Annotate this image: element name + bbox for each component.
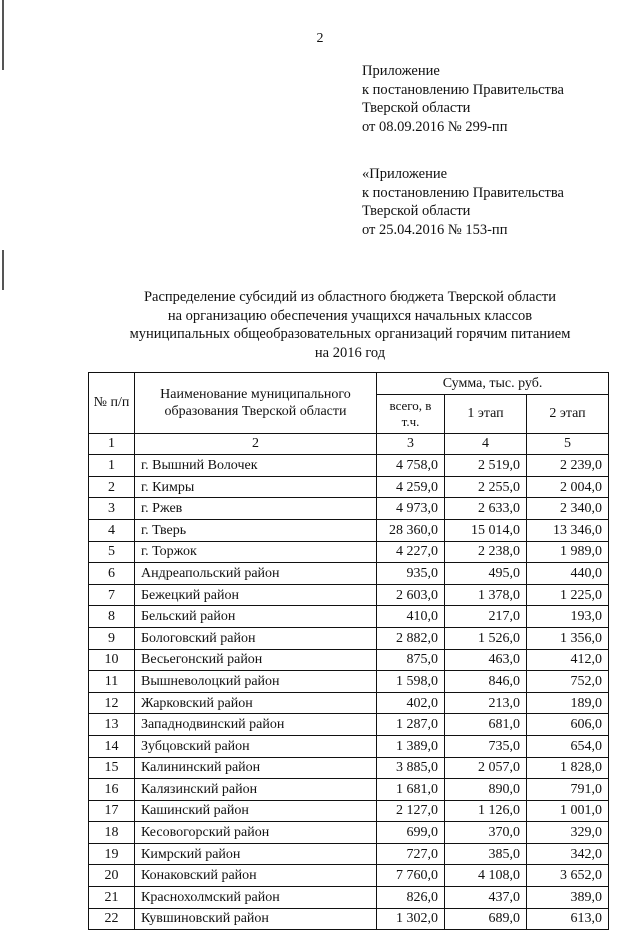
amount-stage1: 385,0 xyxy=(445,843,527,865)
approval-block-previous xyxy=(362,165,564,239)
amount-total: 826,0 xyxy=(377,887,445,909)
amount-stage1: 2 255,0 xyxy=(445,476,527,498)
amount-stage1: 2 238,0 xyxy=(445,541,527,563)
amount-stage2: 389,0 xyxy=(527,887,609,909)
header-num: № п/п xyxy=(89,373,135,434)
municipality-name: Бежецкий район xyxy=(135,584,377,606)
approval-block-current xyxy=(362,62,564,136)
row-number: 11 xyxy=(89,671,135,693)
amount-total: 2 882,0 xyxy=(377,627,445,649)
table-row xyxy=(89,779,609,801)
approval-line: «Приложение xyxy=(362,166,448,182)
row-number: 22 xyxy=(89,908,135,930)
municipality-name: Весьегонский район xyxy=(135,649,377,671)
row-number: 7 xyxy=(89,584,135,606)
amount-stage1: 15 014,0 xyxy=(445,519,527,541)
municipality-name: Кимрский район xyxy=(135,843,377,865)
amount-stage1: 495,0 xyxy=(445,563,527,585)
table-row xyxy=(89,498,609,520)
row-number: 19 xyxy=(89,843,135,865)
amount-stage2: 654,0 xyxy=(527,735,609,757)
municipality-name: Краснохолмский район xyxy=(135,887,377,909)
amount-stage1: 370,0 xyxy=(445,822,527,844)
amount-stage1: 1 378,0 xyxy=(445,584,527,606)
header-sum: Сумма, тыс. руб. xyxy=(377,373,609,395)
amount-total: 727,0 xyxy=(377,843,445,865)
row-number: 12 xyxy=(89,692,135,714)
header-stage1: 1 этап xyxy=(445,394,527,433)
table-row xyxy=(89,476,609,498)
amount-stage1: 2 633,0 xyxy=(445,498,527,520)
table-row xyxy=(89,865,609,887)
amount-total: 875,0 xyxy=(377,649,445,671)
approval-line: Тверской области xyxy=(362,203,471,219)
municipality-name: г. Кимры xyxy=(135,476,377,498)
row-number: 17 xyxy=(89,800,135,822)
amount-total: 1 287,0 xyxy=(377,714,445,736)
amount-stage2: 606,0 xyxy=(527,714,609,736)
amount-total: 28 360,0 xyxy=(377,519,445,541)
table-header xyxy=(89,373,609,455)
row-number: 1 xyxy=(89,455,135,477)
column-number: 4 xyxy=(445,433,527,455)
amount-total: 4 227,0 xyxy=(377,541,445,563)
header-name: Наименование муниципального образования Тверской области xyxy=(135,373,377,434)
row-number: 14 xyxy=(89,735,135,757)
municipality-name: Кувшиновский район xyxy=(135,908,377,930)
amount-stage2: 1 828,0 xyxy=(527,757,609,779)
table-row xyxy=(89,714,609,736)
amount-stage1: 463,0 xyxy=(445,649,527,671)
municipality-name: Андреапольский район xyxy=(135,563,377,585)
row-number: 18 xyxy=(89,822,135,844)
municipality-name: Бельский район xyxy=(135,606,377,628)
municipality-name: Жарковский район xyxy=(135,692,377,714)
title-line: Распределение субсидий из областного бюджета Тверской области xyxy=(143,289,557,305)
row-number: 3 xyxy=(89,498,135,520)
amount-stage1: 1 126,0 xyxy=(445,800,527,822)
page-number: 2 xyxy=(316,31,324,46)
amount-stage1: 2 519,0 xyxy=(445,455,527,477)
row-number: 13 xyxy=(89,714,135,736)
row-number: 20 xyxy=(89,865,135,887)
table-row xyxy=(89,757,609,779)
table-body xyxy=(89,455,609,930)
amount-stage2: 342,0 xyxy=(527,843,609,865)
municipality-name: Кесовогорский район xyxy=(135,822,377,844)
title-line: на 2016 год xyxy=(314,344,386,361)
municipality-name: г. Ржев xyxy=(135,498,377,520)
header-total: всего, в т.ч. xyxy=(377,394,445,433)
table-row xyxy=(89,822,609,844)
amount-stage2: 329,0 xyxy=(527,822,609,844)
row-number: 15 xyxy=(89,757,135,779)
amount-stage2: 752,0 xyxy=(527,671,609,693)
municipality-name: Конаковский район xyxy=(135,865,377,887)
amount-stage1: 4 108,0 xyxy=(445,865,527,887)
municipality-name: г. Торжок xyxy=(135,541,377,563)
row-number: 2 xyxy=(89,476,135,498)
title-line: муниципальных общеобразовательных организаций горячим питанием xyxy=(129,326,571,342)
table-row xyxy=(89,735,609,757)
approval-line: от 08.09.2016 № 299-пп xyxy=(362,118,508,135)
approval-line: к постановлению Правительства xyxy=(362,81,564,98)
table-row xyxy=(89,908,609,930)
approval-line: Приложение xyxy=(362,63,440,79)
title-line: на организацию обеспечения учащихся начальных классов xyxy=(167,307,533,324)
header-stage2: 2 этап xyxy=(527,394,609,433)
row-number: 6 xyxy=(89,563,135,585)
amount-stage1: 2 057,0 xyxy=(445,757,527,779)
approval-line: Тверской области xyxy=(362,100,471,116)
municipality-name: Бологовский район xyxy=(135,627,377,649)
table-row xyxy=(89,606,609,628)
table-row xyxy=(89,455,609,477)
amount-total: 402,0 xyxy=(377,692,445,714)
amount-stage2: 613,0 xyxy=(527,908,609,930)
amount-stage2: 440,0 xyxy=(527,563,609,585)
amount-stage2: 1 225,0 xyxy=(527,584,609,606)
amount-stage1: 689,0 xyxy=(445,908,527,930)
amount-total: 4 259,0 xyxy=(377,476,445,498)
municipality-name: Кашинский район xyxy=(135,800,377,822)
amount-total: 1 389,0 xyxy=(377,735,445,757)
municipality-name: г. Вышний Волочек xyxy=(135,455,377,477)
amount-stage1: 437,0 xyxy=(445,887,527,909)
amount-stage1: 217,0 xyxy=(445,606,527,628)
amount-total: 699,0 xyxy=(377,822,445,844)
table-row xyxy=(89,563,609,585)
amount-total: 4 758,0 xyxy=(377,455,445,477)
municipality-name: Западнодвинский район xyxy=(135,714,377,736)
municipality-name: г. Тверь xyxy=(135,519,377,541)
amount-stage2: 1 001,0 xyxy=(527,800,609,822)
scan-edge-mark xyxy=(2,250,4,290)
row-number: 5 xyxy=(89,541,135,563)
amount-stage2: 189,0 xyxy=(527,692,609,714)
subsidy-table xyxy=(88,372,609,930)
table-row xyxy=(89,519,609,541)
approval-line: от 25.04.2016 № 153-пп xyxy=(362,221,508,238)
column-number-row xyxy=(89,433,609,455)
column-number: 2 xyxy=(135,433,377,455)
municipality-name: Калининский район xyxy=(135,757,377,779)
column-number: 1 xyxy=(89,433,135,455)
amount-total: 1 302,0 xyxy=(377,908,445,930)
column-number: 3 xyxy=(377,433,445,455)
amount-total: 2 603,0 xyxy=(377,584,445,606)
municipality-name: Калязинский район xyxy=(135,779,377,801)
amount-total: 3 885,0 xyxy=(377,757,445,779)
amount-total: 2 127,0 xyxy=(377,800,445,822)
amount-stage1: 1 526,0 xyxy=(445,627,527,649)
amount-stage1: 890,0 xyxy=(445,779,527,801)
amount-stage1: 681,0 xyxy=(445,714,527,736)
document-title xyxy=(100,288,600,362)
row-number: 10 xyxy=(89,649,135,671)
amount-total: 7 760,0 xyxy=(377,865,445,887)
table-row xyxy=(89,584,609,606)
amount-stage2: 1 356,0 xyxy=(527,627,609,649)
amount-total: 1 681,0 xyxy=(377,779,445,801)
amount-stage2: 2 004,0 xyxy=(527,476,609,498)
amount-stage2: 791,0 xyxy=(527,779,609,801)
table-row xyxy=(89,843,609,865)
amount-stage2: 13 346,0 xyxy=(527,519,609,541)
amount-stage1: 735,0 xyxy=(445,735,527,757)
amount-total: 1 598,0 xyxy=(377,671,445,693)
row-number: 4 xyxy=(89,519,135,541)
approval-line: к постановлению Правительства xyxy=(362,184,564,201)
row-number: 16 xyxy=(89,779,135,801)
row-number: 8 xyxy=(89,606,135,628)
amount-stage2: 3 652,0 xyxy=(527,865,609,887)
amount-stage2: 412,0 xyxy=(527,649,609,671)
row-number: 9 xyxy=(89,627,135,649)
row-number: 21 xyxy=(89,887,135,909)
table-row xyxy=(89,800,609,822)
table-row xyxy=(89,627,609,649)
table-row xyxy=(89,671,609,693)
amount-stage2: 2 340,0 xyxy=(527,498,609,520)
amount-stage2: 1 989,0 xyxy=(527,541,609,563)
column-number: 5 xyxy=(527,433,609,455)
table-row xyxy=(89,649,609,671)
table-row xyxy=(89,692,609,714)
municipality-name: Вышневолоцкий район xyxy=(135,671,377,693)
amount-stage2: 193,0 xyxy=(527,606,609,628)
amount-total: 935,0 xyxy=(377,563,445,585)
amount-stage2: 2 239,0 xyxy=(527,455,609,477)
municipality-name: Зубцовский район xyxy=(135,735,377,757)
amount-stage1: 846,0 xyxy=(445,671,527,693)
amount-total: 410,0 xyxy=(377,606,445,628)
table-row xyxy=(89,541,609,563)
amount-total: 4 973,0 xyxy=(377,498,445,520)
amount-stage1: 213,0 xyxy=(445,692,527,714)
